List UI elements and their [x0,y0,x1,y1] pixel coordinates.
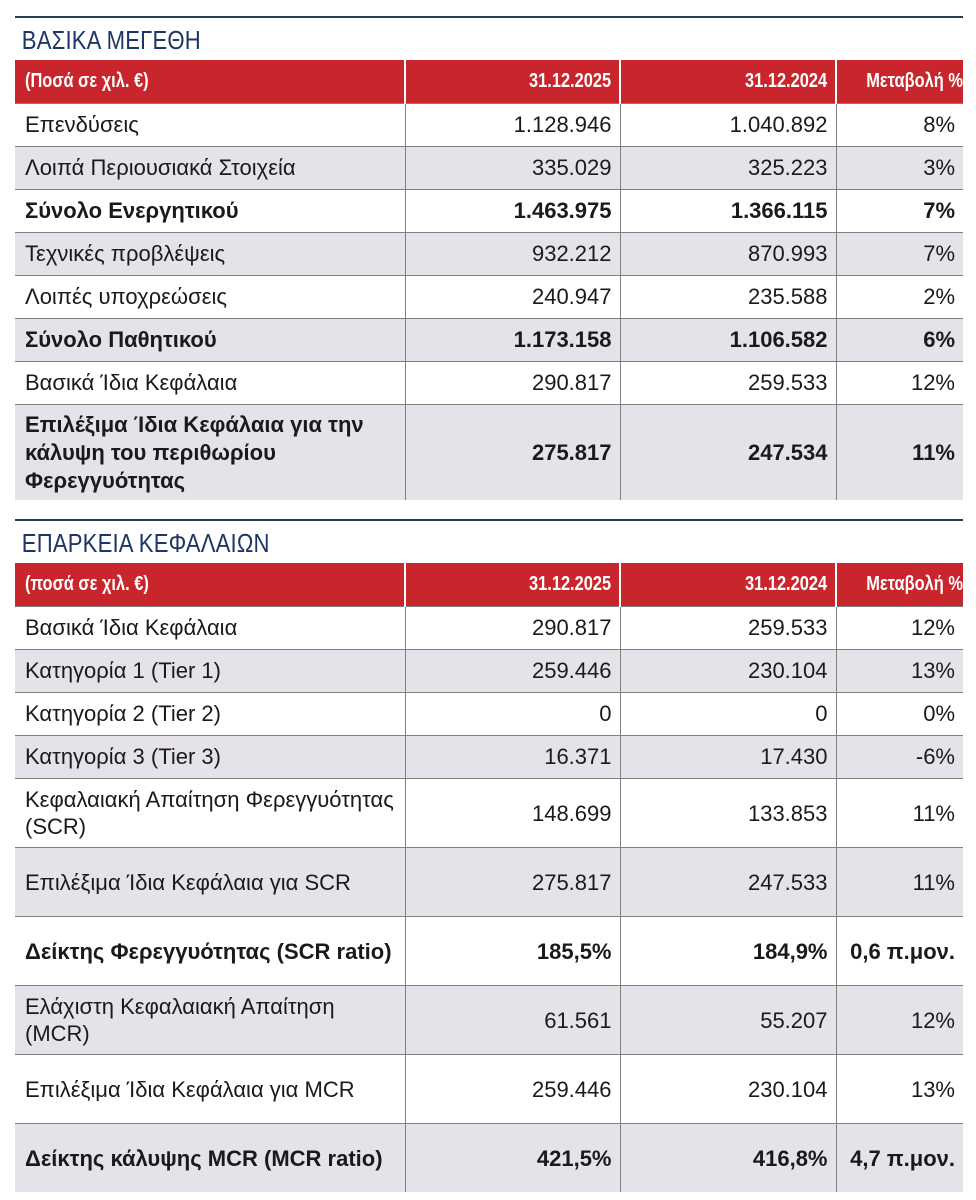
value-2024: 247.533 [620,848,836,917]
value-change: 4,7 π.μον. [836,1124,963,1193]
table-row [15,607,963,650]
value-2024: 17.430 [620,736,836,779]
table-header-row [15,563,963,607]
row-label: Επιλέξιμα Ίδια Κεφάλαια για την κάλυψη του περιθωρίου Φερεγγυότητας [15,405,405,501]
section-capital-adequacy [15,519,963,1192]
value-change: 12% [836,362,963,405]
value-change: 13% [836,1055,963,1124]
value-change: 7% [836,190,963,233]
value-2024: 259.533 [620,607,836,650]
row-label: Κατηγορία 2 (Tier 2) [15,693,405,736]
value-2025: 1.128.946 [405,104,620,147]
value-change: 8% [836,104,963,147]
header-units: (ποσά σε χιλ. €) [15,563,405,607]
value-change: 11% [836,405,963,501]
row-label: Επενδύσεις [15,104,405,147]
value-2025: 148.699 [405,779,620,848]
row-label: Δείκτης κάλυψης MCR (MCR ratio) [15,1124,405,1193]
section-title: ΕΠΑΡΚΕΙΑ ΚΕΦΑΛΑΙΩΝ [21,528,270,558]
value-2024: 325.223 [620,147,836,190]
table-row-total [15,190,963,233]
value-2025: 290.817 [405,362,620,405]
row-label: Κατηγορία 3 (Tier 3) [15,736,405,779]
table-row [15,362,963,405]
value-2024: 0 [620,693,836,736]
value-change: 12% [836,986,963,1055]
header-units: (Ποσά σε χιλ. €) [15,60,405,104]
table-row [15,147,963,190]
header-change: Μεταβολή % [836,60,963,104]
value-change: 11% [836,779,963,848]
value-change: 3% [836,147,963,190]
row-label: Ελάχιστη Κεφαλαιακή Απαίτηση (MCR) [15,986,405,1055]
table-row-ratio [15,917,963,986]
table-row-ratio [15,1124,963,1193]
header-2025: 31.12.2025 [405,60,620,104]
header-change: Μεταβολή % [836,563,963,607]
value-2024: 230.104 [620,1055,836,1124]
row-label: Λοιπές υποχρεώσεις [15,276,405,319]
table-row [15,233,963,276]
table-row-total [15,319,963,362]
value-2024: 1.106.582 [620,319,836,362]
row-label: Σύνολο Παθητικού [15,319,405,362]
row-label: Δείκτης Φερεγγυότητας (SCR ratio) [15,917,405,986]
value-2025: 275.817 [405,848,620,917]
value-change: -6% [836,736,963,779]
table-row [15,1055,963,1124]
value-2025: 61.561 [405,986,620,1055]
row-label: Κατηγορία 1 (Tier 1) [15,650,405,693]
value-change: 2% [836,276,963,319]
value-change: 11% [836,848,963,917]
value-2024: 247.534 [620,405,836,501]
table-row-total [15,405,963,501]
value-2025: 185,5% [405,917,620,986]
row-label: Επιλέξιμα Ίδια Κεφάλαια για SCR [15,848,405,917]
capital-adequacy-table [15,563,963,1192]
value-2024: 870.993 [620,233,836,276]
value-2025: 275.817 [405,405,620,501]
value-change: 6% [836,319,963,362]
table-row [15,848,963,917]
header-2025: 31.12.2025 [405,563,620,607]
row-label: Λοιπά Περιουσιακά Στοιχεία [15,147,405,190]
value-2025: 259.446 [405,650,620,693]
value-change: 0,6 π.μον. [836,917,963,986]
table-row [15,986,963,1055]
row-label: Κεφαλαιακή Απαίτηση Φερεγγυότητας (SCR) [15,779,405,848]
table-row [15,276,963,319]
value-2025: 932.212 [405,233,620,276]
value-change: 13% [836,650,963,693]
value-2024: 55.207 [620,986,836,1055]
table-row [15,104,963,147]
row-label: Επιλέξιμα Ίδια Κεφάλαια για MCR [15,1055,405,1124]
value-2025: 1.463.975 [405,190,620,233]
value-2025: 0 [405,693,620,736]
value-change: 12% [836,607,963,650]
value-2025: 16.371 [405,736,620,779]
value-2025: 1.173.158 [405,319,620,362]
value-2024: 259.533 [620,362,836,405]
value-2024: 1.040.892 [620,104,836,147]
header-2024: 31.12.2024 [620,60,836,104]
value-2024: 235.588 [620,276,836,319]
value-change: 0% [836,693,963,736]
value-2025: 259.446 [405,1055,620,1124]
header-2024: 31.12.2024 [620,563,836,607]
table-row [15,650,963,693]
value-2025: 290.817 [405,607,620,650]
table-row [15,693,963,736]
value-2024: 184,9% [620,917,836,986]
value-2024: 416,8% [620,1124,836,1193]
table-header-row [15,60,963,104]
row-label: Βασικά Ίδια Κεφάλαια [15,362,405,405]
row-label: Σύνολο Ενεργητικού [15,190,405,233]
value-2025: 240.947 [405,276,620,319]
value-2025: 335.029 [405,147,620,190]
value-2024: 230.104 [620,650,836,693]
value-2025: 421,5% [405,1124,620,1193]
row-label: Τεχνικές προβλέψεις [15,233,405,276]
basic-figures-table [15,60,963,500]
section-basic-figures [15,16,963,500]
table-row [15,779,963,848]
table-row [15,736,963,779]
value-change: 7% [836,233,963,276]
row-label: Βασικά Ίδια Κεφάλαια [15,607,405,650]
section-title: ΒΑΣΙΚΑ ΜΕΓΕΘΗ [21,25,201,55]
value-2024: 133.853 [620,779,836,848]
value-2024: 1.366.115 [620,190,836,233]
